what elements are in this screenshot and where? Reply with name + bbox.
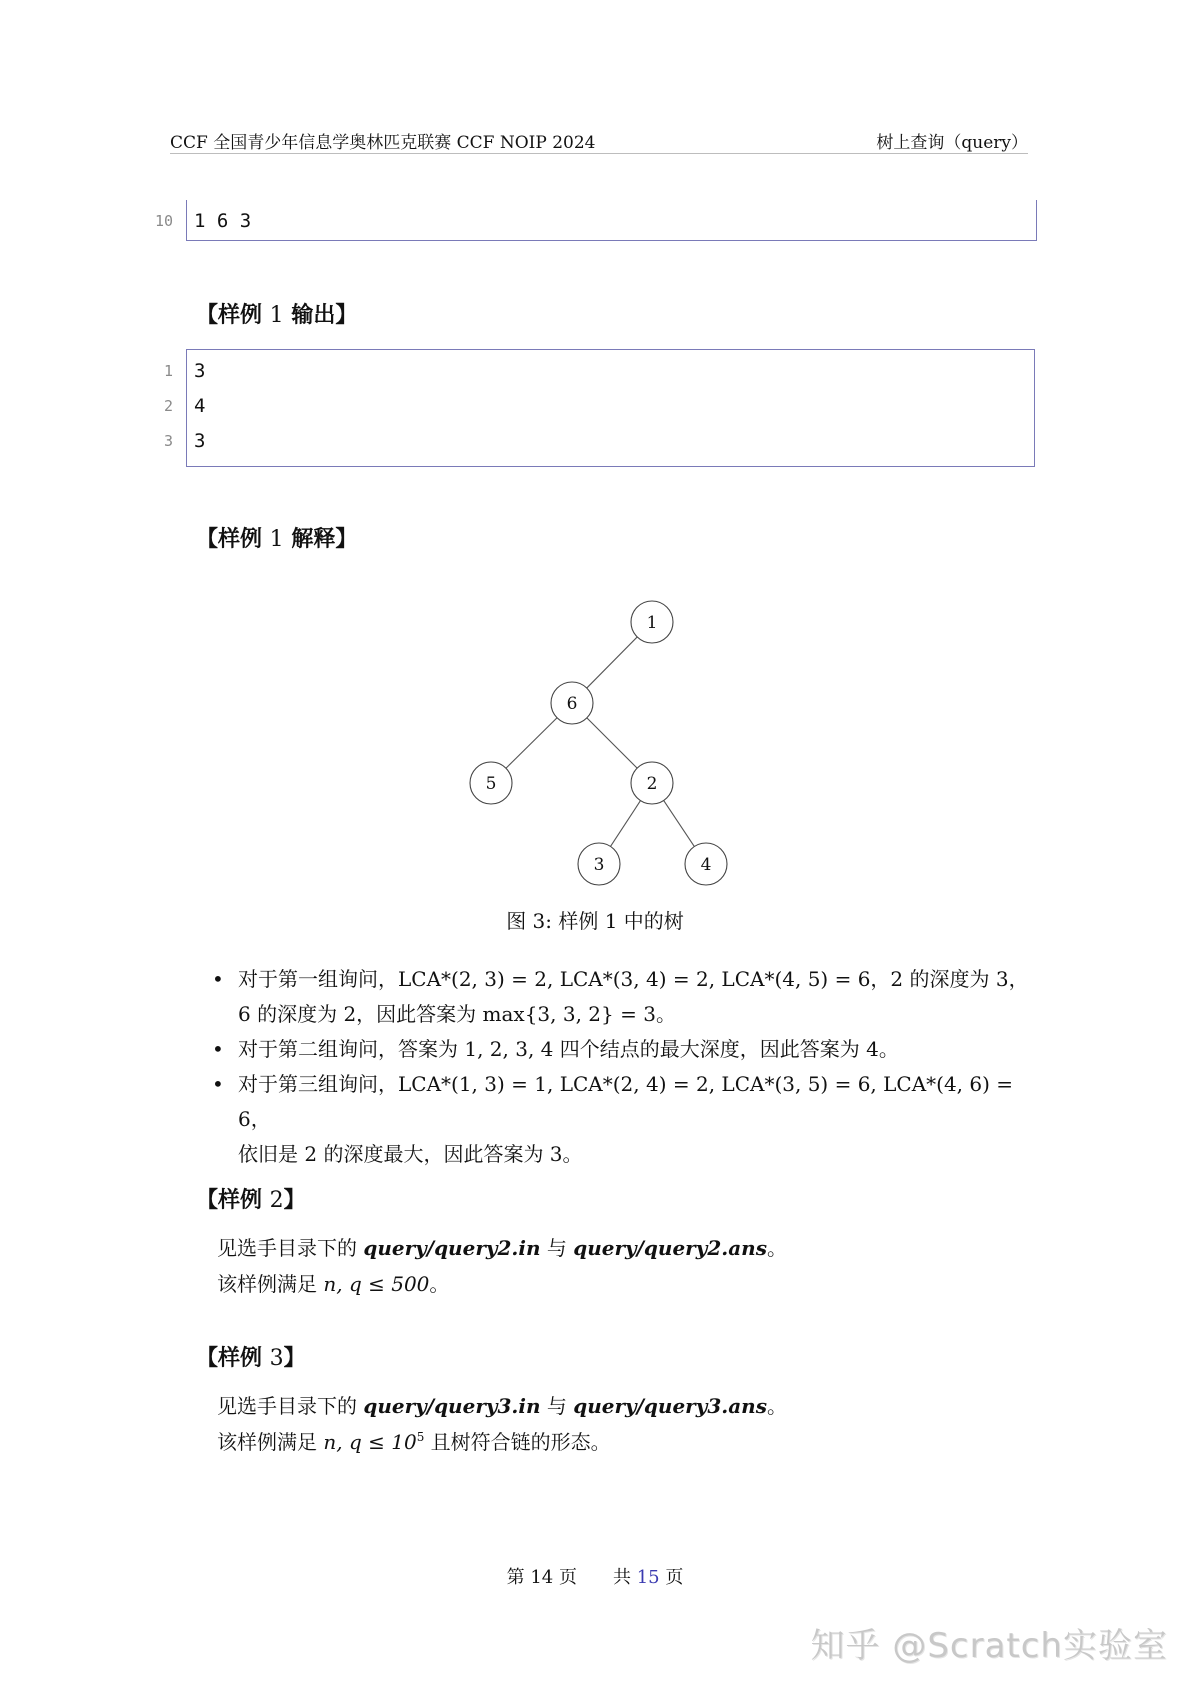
text: 该样例满足 [217, 1272, 324, 1296]
list-item [208, 1032, 1038, 1067]
text: 与 [540, 1394, 574, 1418]
text: 与 [540, 1236, 574, 1260]
tree-node [685, 843, 727, 885]
tree-node [631, 762, 673, 804]
code-text: 1 6 3 [194, 210, 252, 232]
input-file-name: query/query2.in [363, 1236, 541, 1260]
tree-edge [587, 637, 637, 688]
figure-caption: 图 3: 样例 1 中的树 [506, 909, 684, 933]
heading-number: 1 [269, 303, 284, 328]
line-number: 3 [163, 432, 173, 450]
sample3-heading [196, 1341, 306, 1372]
heading-number: 1 [269, 527, 284, 552]
math-expression: LCA*(1, 3) = 1, LCA*(2, 4) = 2, LCA*(3, 5) = 6, LCA*(4, 6) = 6 [238, 1072, 1014, 1131]
svg-text:2: 2 [646, 774, 658, 794]
heading-text: 【样例 [196, 1188, 270, 1213]
text: 页 [659, 1567, 684, 1588]
text: 对于第三组询问， [238, 1072, 398, 1096]
tree-node [470, 762, 512, 804]
tree-node [631, 601, 673, 643]
heading-number: 3 [269, 1346, 284, 1371]
math-expression: n, q ≤ 500 [323, 1272, 430, 1296]
heading-text: 输出】 [283, 303, 358, 328]
svg-text:6: 6 [566, 694, 578, 714]
sample3-description [217, 1388, 787, 1460]
text: 6 的深度为 2，因此答案为 max{3, 3, 2} = 3。 [238, 1002, 676, 1026]
svg-text:1: 1 [646, 613, 658, 633]
sample2-files-line [217, 1230, 787, 1266]
line-number: 10 [154, 212, 173, 230]
math-expression: LCA*(2, 3) = 2, LCA*(3, 4) = 2, LCA*(4, 5) = 6 [398, 967, 871, 991]
tree-edge [610, 801, 640, 847]
text: 。 [766, 1236, 787, 1260]
answer-file-name: query/query2.ans [573, 1236, 767, 1260]
text: ， [250, 1107, 271, 1131]
tree-node [578, 843, 620, 885]
list-item [208, 962, 1038, 1032]
sample2-constraint-line [217, 1266, 787, 1302]
heading-text: 【样例 [196, 303, 270, 328]
text: 第 [506, 1567, 531, 1588]
sample3-files-line [217, 1388, 787, 1424]
text: 对于第一组询问， [238, 967, 398, 991]
page-footer [0, 1563, 1190, 1589]
text: 对于第二组询问，答案为 1, 2, 3, 4 四个结点的最大深度，因此答案为 4。 [238, 1037, 899, 1061]
heading-text: 【样例 [196, 527, 270, 552]
sample2-heading [196, 1183, 306, 1214]
heading-text: 解释】 [283, 527, 358, 552]
math-expression: n, q ≤ 10 [323, 1430, 417, 1454]
exponent: 5 [416, 1430, 425, 1444]
heading-text: 】 [283, 1346, 306, 1371]
list-item [208, 1067, 1038, 1172]
sample2-description [217, 1230, 787, 1302]
watermark: 知乎 @Scratch实验室 [810, 1626, 1168, 1666]
tree-edge [587, 718, 637, 768]
text: 依旧是 2 的深度最大，因此答案为 3。 [238, 1142, 583, 1166]
answer-file-name: query/query3.ans [573, 1394, 767, 1418]
sample3-constraint-line [217, 1424, 787, 1460]
tree-edge [664, 800, 695, 846]
svg-text:3: 3 [593, 855, 605, 875]
text: 且树符合链的形态。 [424, 1430, 611, 1454]
svg-text:5: 5 [485, 774, 497, 794]
text: 页 [553, 1567, 577, 1588]
svg-text:4: 4 [700, 855, 712, 875]
tree-edge [506, 718, 557, 768]
current-page-number: 14 [530, 1567, 554, 1588]
code-text: 4 [194, 395, 206, 417]
text: 共 [613, 1567, 637, 1588]
explanation-list [208, 962, 1038, 1172]
total-pages-link[interactable]: 15 [636, 1567, 660, 1588]
text: ，2 的深度为 3， [870, 967, 1029, 991]
line-number: 2 [163, 397, 173, 415]
text: 。 [766, 1394, 787, 1418]
text: 该样例满足 [217, 1430, 324, 1454]
code-text: 3 [194, 430, 206, 452]
header-problem-title: 树上查询（query） [876, 133, 1028, 153]
input-file-name: query/query3.in [363, 1394, 541, 1418]
line-number: 1 [163, 362, 173, 380]
heading-text: 】 [283, 1188, 306, 1213]
heading-text: 【样例 [196, 1346, 270, 1371]
code-text: 3 [194, 360, 206, 382]
header-contest-title: CCF 全国青少年信息学奥林匹克联赛 CCF NOIP 2024 [170, 133, 596, 153]
heading-number: 2 [269, 1188, 284, 1213]
text: 。 [429, 1272, 450, 1296]
text: 见选手目录下的 [217, 1394, 364, 1418]
tree-node [551, 682, 593, 724]
text: 见选手目录下的 [217, 1236, 364, 1260]
